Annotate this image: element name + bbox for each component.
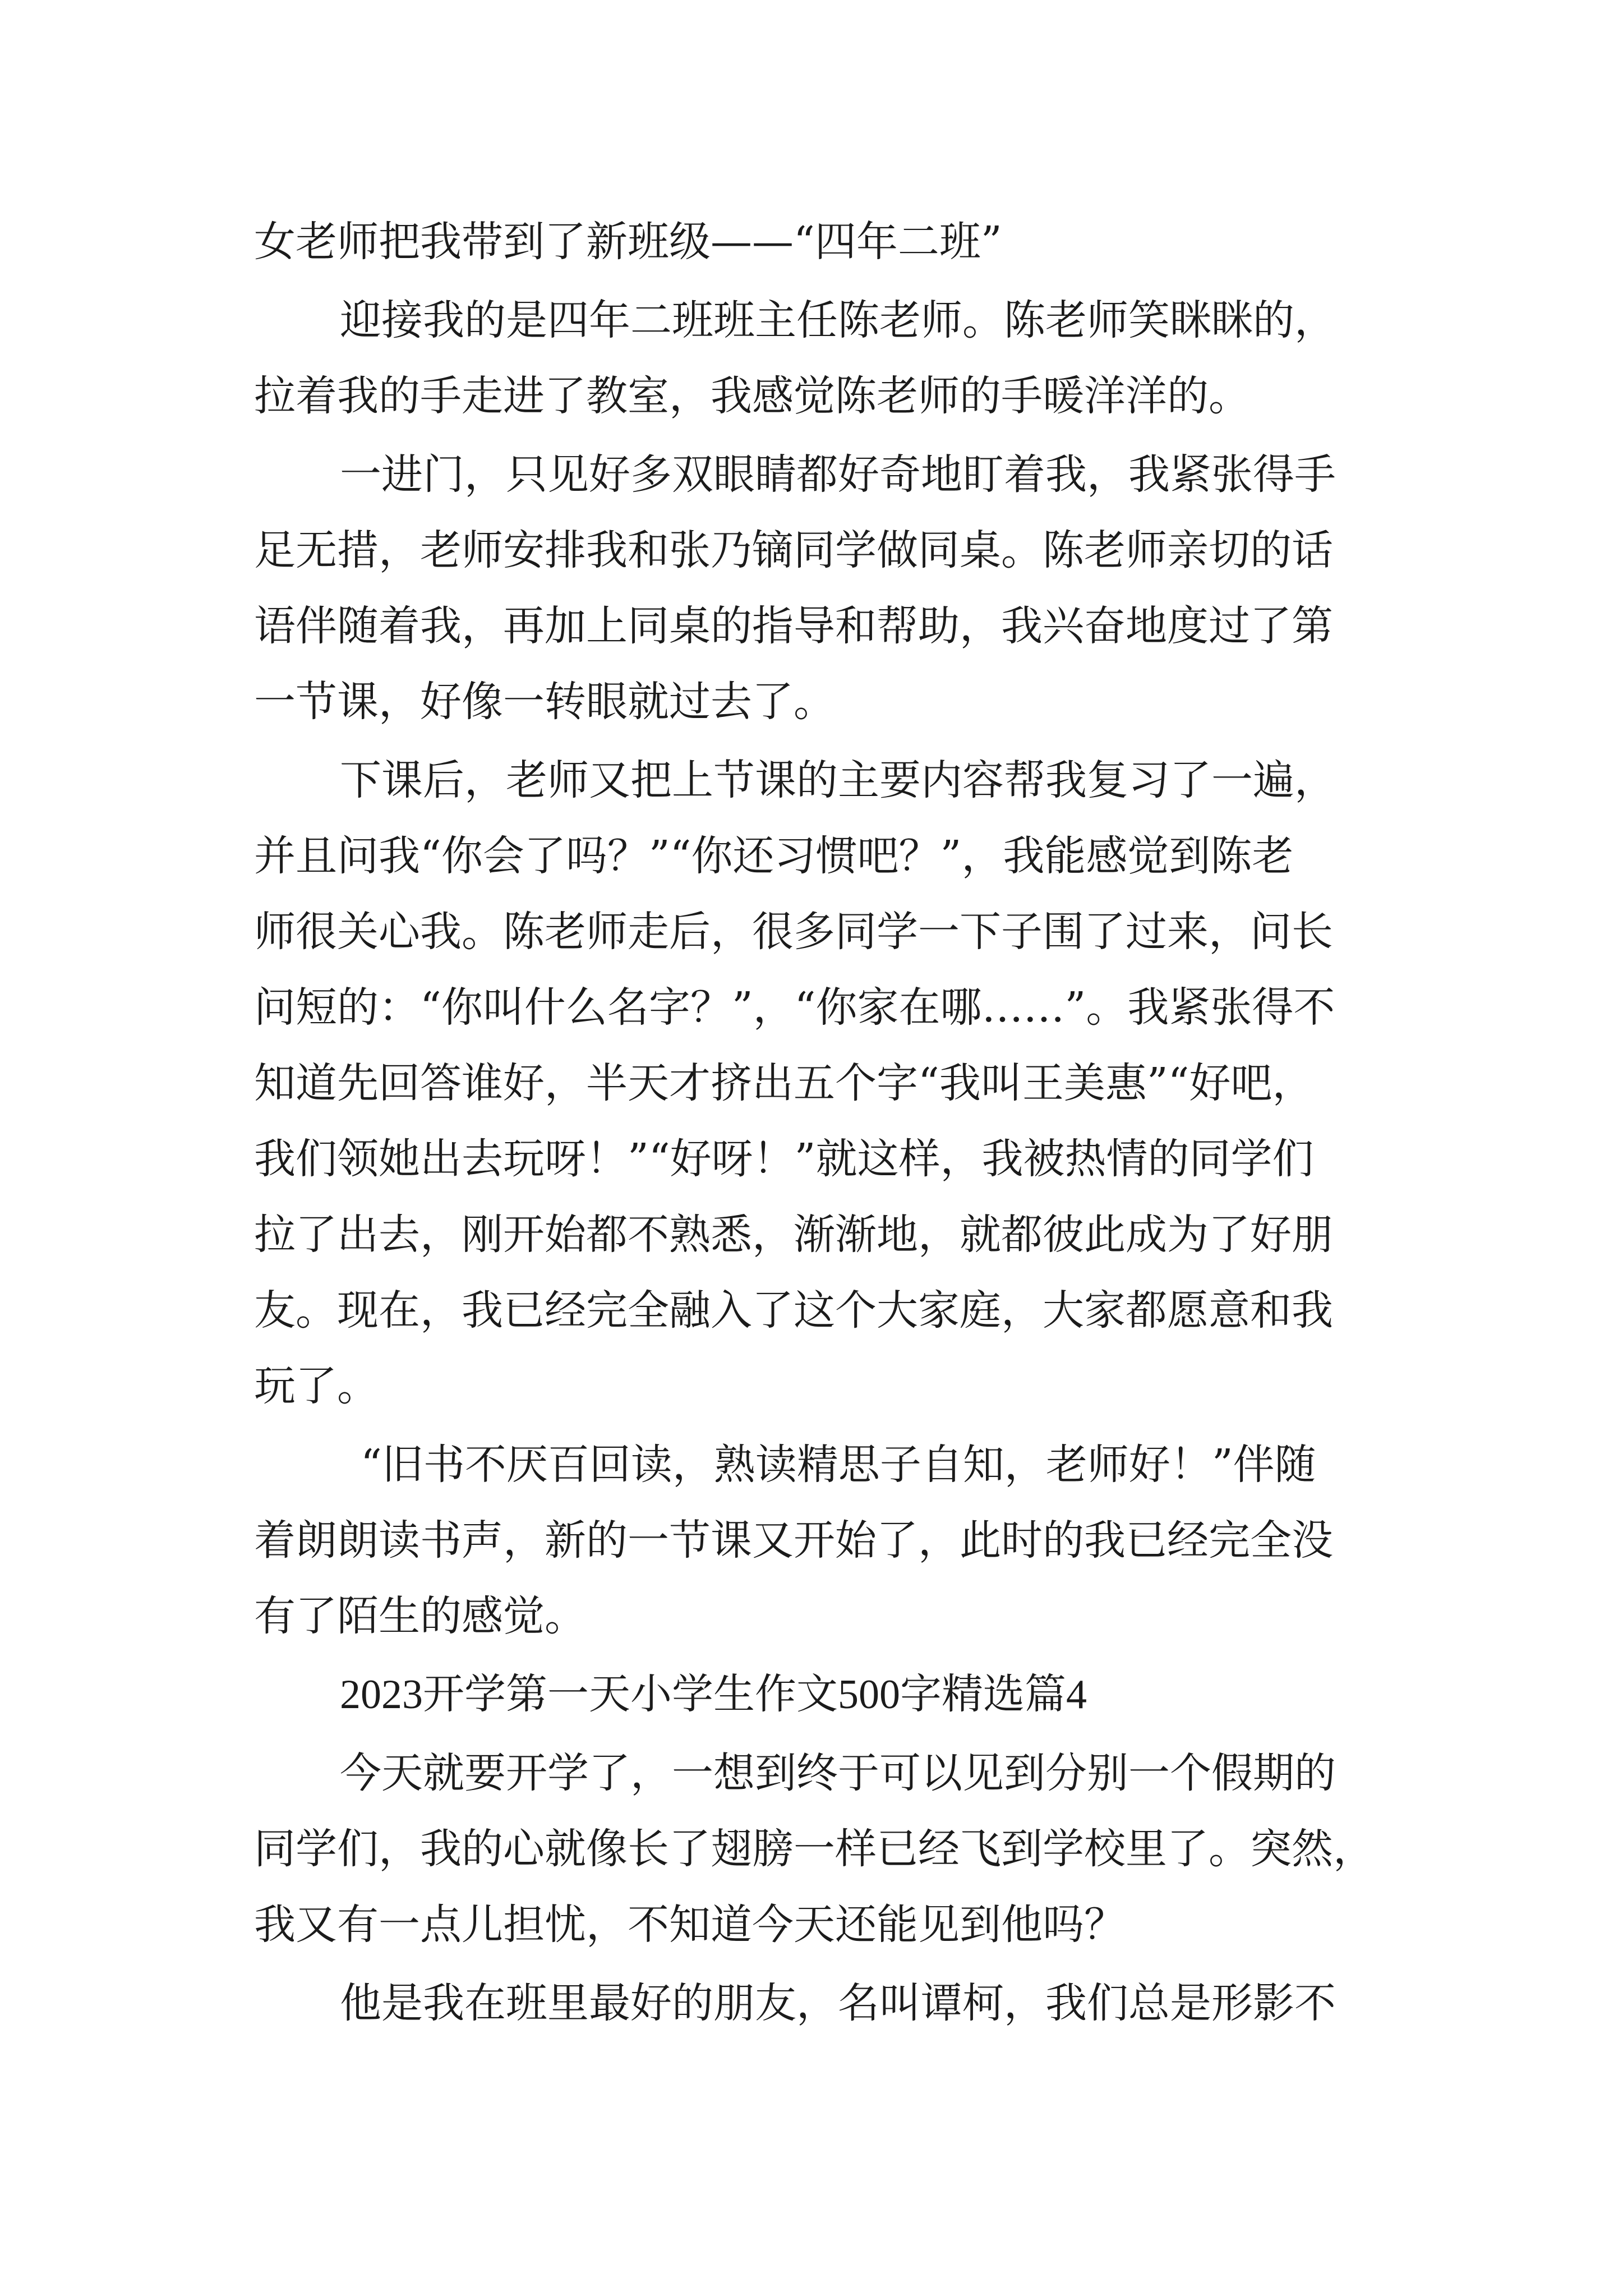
text-line: 同学们，我的心就像长了翅膀一样已经飞到学校里了。突然， xyxy=(254,1825,1375,1873)
text-line: 今天就要开学了，一想到终于可以见到分别一个假期的 xyxy=(340,1749,1336,1797)
text-line: 一进门，只见好多双眼睛都好奇地盯着我，我紧张得手 xyxy=(340,450,1336,499)
text-line: 友。现在，我已经完全融入了这个大家庭，大家都愿意和我 xyxy=(254,1286,1333,1335)
text-line: 拉着我的手走进了教室，我感觉陈老师的手暖洋洋的。 xyxy=(254,372,1250,420)
text-line: 玩了。 xyxy=(254,1362,379,1410)
text-line: 并且问我“你会了吗？”“你还习惯吧？”，我能感觉到陈老 xyxy=(254,832,1294,880)
text-line: 女老师把我带到了新班级——“四年二班” xyxy=(254,218,1002,266)
section-heading: 2023开学第一天小学生作文500字精选篇4 xyxy=(340,1672,1087,1718)
text-line: 有了陌生的感觉。 xyxy=(254,1592,586,1640)
text-line: 拉了出去，刚开始都不熟悉，渐渐地，就都彼此成为了好朋 xyxy=(254,1211,1333,1259)
text-line: 下课后，老师又把上节课的主要内容帮我复习了一遍， xyxy=(340,756,1336,804)
text-line: 我们领她出去玩呀！”“好呀！”就这样，我被热情的同学们 xyxy=(254,1135,1314,1183)
text-line: 问短的：“你叫什么名字？”，“你家在哪……”。我紧张得不 xyxy=(254,983,1335,1032)
text-line: 他是我在班里最好的朋友，名叫谭柯，我们总是形影不 xyxy=(340,1979,1336,2027)
text-line: 师很关心我。陈老师走后，很多同学一下子围了过来，问长 xyxy=(254,908,1333,956)
text-line: 我又有一点儿担忧，不知道今天还能见到他吗？ xyxy=(254,1901,1126,1949)
text-line: “旧书不厌百回读，熟读精思子自知，老师好！”伴随 xyxy=(361,1441,1316,1489)
text-line: 一节课，好像一转眼就过去了。 xyxy=(254,678,835,726)
text-line: 足无措，老师安排我和张乃镝同学做同桌。陈老师亲切的话 xyxy=(254,526,1333,574)
text-line: 知道先回答谁好，半天才挤出五个字“我叫王美惠”“好吧， xyxy=(254,1059,1314,1107)
text-line: 语伴随着我，再加上同桌的指导和帮助，我兴奋地度过了第 xyxy=(254,602,1333,650)
text-line: 着朗朗读书声，新的一节课又开始了，此时的我已经完全没 xyxy=(254,1516,1333,1565)
text-line: 迎接我的是四年二班班主任陈老师。陈老师笑眯眯的， xyxy=(340,296,1336,344)
